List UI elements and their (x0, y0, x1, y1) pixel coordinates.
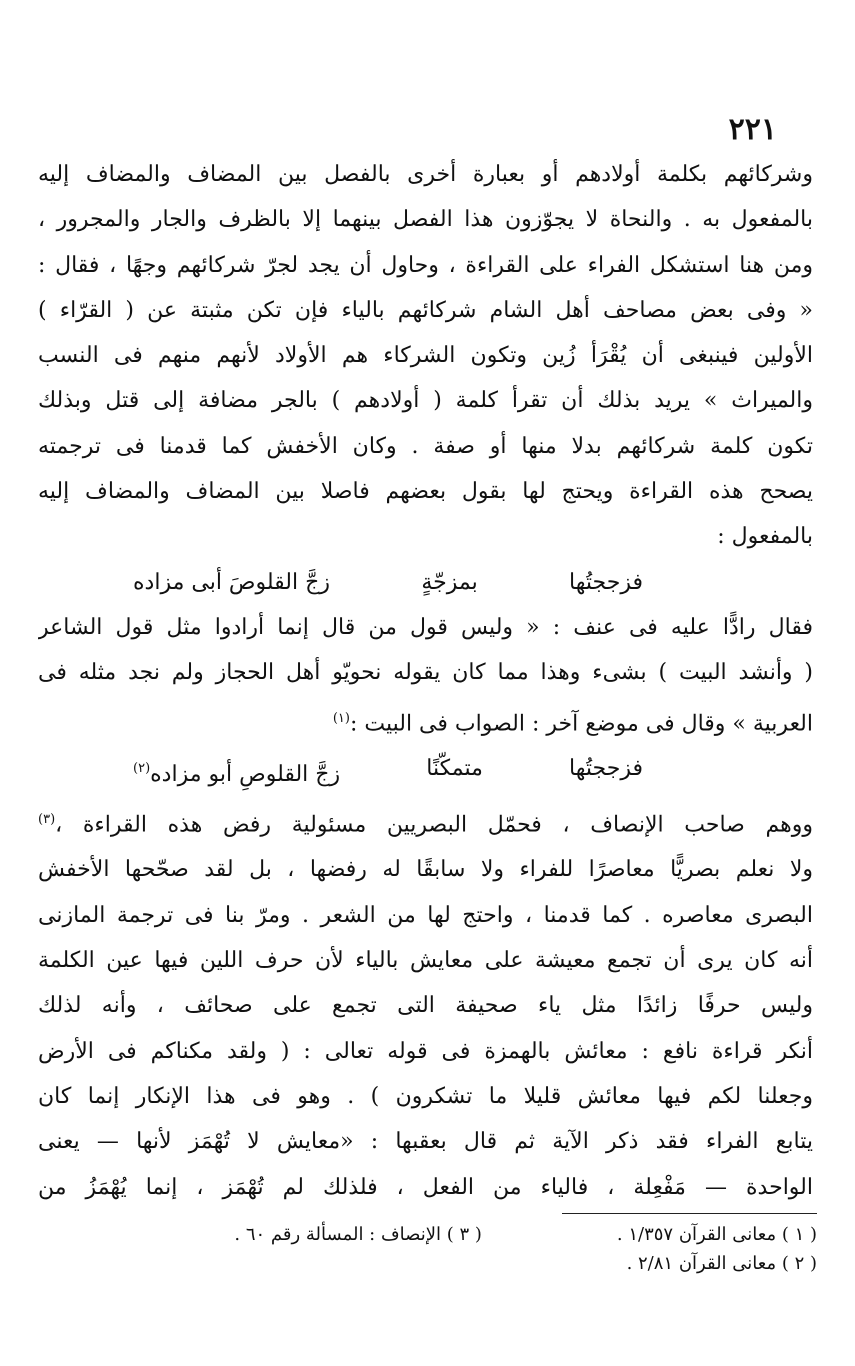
text-line: ( وأنشد البيت ) بشىء وهذا مما كان يقوله نحويّو أهل الحجاز ولم نجد مثله فى (38, 660, 813, 686)
text-line: بالمفعول : (717, 524, 813, 550)
text-line: البصرى معاصره . كما قدمنا ، واحتج لها من الشعر . ومرّ بنا فى ترجمة المازنى (38, 902, 813, 928)
text-line: وجعلنا لكم فيها معائش قليلا ما تشكرون ) . وهو فى هذا الإنكار إنما كان (38, 1083, 813, 1109)
footnote-1: ( ١ ) معانى القرآن ١/٣٥٧ . (616, 1224, 817, 1245)
verse-part: بمزجّةٍ (421, 569, 478, 595)
verse-part: فزججتُها (569, 756, 643, 782)
text-fragment: العربية » وقال فى موضع آخر : الصواب فى البيت : (349, 710, 813, 736)
verse-part: متمكّنًا (426, 756, 483, 782)
text-line (38, 696, 813, 747)
text-line: « وفى بعض مصاحف أهل الشام شركائهم بالياء فإن تكن مثبتة عن ( القرّاء ) (38, 297, 813, 323)
verse-text: زجَّ القلوصِ أبو مزاده (150, 761, 341, 787)
footnote-row (37, 1220, 817, 1249)
text-line: أنكر قراءة نافع : معائش بالهمزة فى قوله تعالى : ( ولقد مكناكم فى الأرض (38, 1038, 813, 1064)
footnote-ref: (٢) (133, 761, 151, 777)
text-line: يصحح هذه القراءة ويحتج لها بقول بعضهم فاصلا بين المضاف والمضاف إليه (38, 479, 813, 505)
verse-part: زجَّ القلوصَ أبى مزاده (133, 569, 330, 595)
text-line: يتابع الفراء فقد ذكر الآية ثم قال بعقبها : «معايش لا تُهْمَز لأنها — يعنى (38, 1129, 813, 1155)
footnote-ref: (١) (332, 710, 350, 726)
footnote-row (37, 1249, 817, 1278)
poetry-verse (38, 560, 813, 605)
text-line: أنه كان يرى أن تجمع معيشة على معايش بالياء لأن حرف اللين فيها عين الكلمة (38, 948, 813, 974)
page-number: ٢٢١ (728, 112, 777, 147)
text-line: ولا نعلم بصريًّا معاصرًا للفراء ولا سابقًا له رفضها ، بل لقد صحّحها الأخفش (38, 857, 813, 883)
text-line: والميراث » يريد بذلك أن تقرأ كلمة ( أولادهم ) بالجر مضافة إلى قتل وبذلك (38, 388, 813, 414)
poetry-verse (38, 746, 813, 797)
text-fragment: ووهم صاحب الإنصاف ، فحمّل البصريين مسئولية رفض هذه القراءة ، (55, 812, 813, 838)
footnote-divider (562, 1213, 817, 1214)
text-line: الأولين فينبغى أن يُقْرَأ زُين وتكون الشركاء هم الأولاد لأنهم منهم فى النسب (38, 343, 813, 369)
text-line: وليس حرفًا زائدًا مثل ياء صحيفة التى تجمع على صحائف ، وأنه لذلك (38, 993, 813, 1019)
verse-part: فزججتُها (569, 569, 643, 595)
text-line (38, 797, 813, 848)
text-line: ومن هنا استشكل الفراء على القراءة ، وحاول أن يجد لجرّ شركائهم وجهًا ، فقال : (38, 252, 813, 278)
footnotes (37, 1220, 817, 1278)
verse-part (133, 746, 340, 797)
text-line: وشركائهم بكلمة أولادهم أو بعبارة أخرى بالفصل بين المضاف والمضاف إليه (38, 162, 813, 187)
text-line: تكون كلمة شركائهم بدلا منها أو صفة . وكان الأخفش كما قدمنا فى ترجمته (38, 433, 813, 459)
text-line: الواحدة — مَفْعِلة ، فالياء من الفعل ، فلذلك لم تُهْمَز ، إنما يُهْمَزُ من (38, 1174, 813, 1200)
footnote-3: ( ٣ ) الإنصاف : المسألة رقم ٦٠ . (234, 1224, 482, 1245)
text-line: فقال رادًّا عليه فى عنف : « وليس قول من قال إنما أرادوا مثل قول الشاعر (38, 614, 813, 640)
footnote-2: ( ٢ ) معانى القرآن ٢/٨١ . (626, 1253, 817, 1274)
main-text (38, 152, 813, 1210)
footnote-ref: (٣) (38, 811, 56, 827)
text-line: بالمفعول به . والنحاة لا يجوّزون هذا الفصل بينهما إلا بالظرف والجار والمجرور ، (38, 207, 813, 233)
